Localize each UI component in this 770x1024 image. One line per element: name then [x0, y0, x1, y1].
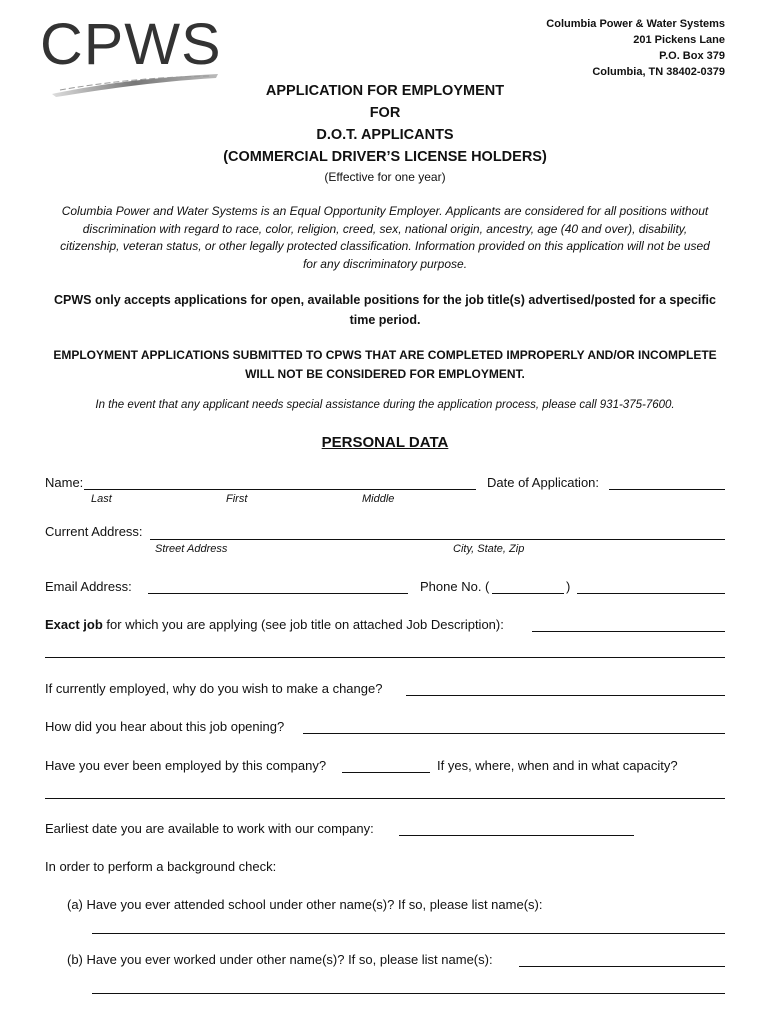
- email-address-label: Email Address:: [45, 579, 132, 594]
- email-address-field[interactable]: [148, 593, 408, 594]
- name-field[interactable]: [84, 489, 476, 490]
- street-address-caption: Street Address: [155, 543, 228, 555]
- phone-area-code-field[interactable]: [492, 593, 564, 594]
- job-source-label: How did you hear about this job opening?: [45, 719, 285, 734]
- other-work-names-field-line-2[interactable]: [92, 993, 725, 994]
- assistance-note: In the event that any applicant needs special assistance during the application process, please call 931-375-7600.: [95, 399, 675, 411]
- if-yes-label: If yes, where, when and in what capacity?: [437, 758, 678, 773]
- phone-label: Phone No. (: [420, 579, 490, 594]
- exact-job-field[interactable]: [532, 631, 725, 632]
- change-reason-field[interactable]: [406, 695, 725, 696]
- change-reason-label: If currently employed, why do you wish to make a change?: [45, 681, 383, 696]
- current-address-field[interactable]: [150, 539, 725, 540]
- city-state-zip-caption: City, State, Zip: [453, 543, 525, 555]
- job-source-field[interactable]: [303, 733, 725, 734]
- name-middle-caption: Middle: [362, 493, 395, 505]
- address-line: Columbia, TN 38402-0379: [592, 66, 725, 78]
- address-line: Columbia Power & Water Systems: [546, 18, 725, 30]
- title-line: D.O.T. APPLICANTS: [316, 127, 454, 143]
- exact-job-bold: Exact job: [45, 617, 103, 632]
- company-address: [546, 16, 725, 80]
- effective-note: (Effective for one year): [324, 170, 446, 184]
- previously-employed-field[interactable]: [342, 772, 430, 773]
- logo-text: CPWS: [40, 12, 222, 77]
- address-line: 201 Pickens Lane: [633, 34, 725, 46]
- open-positions-notice: CPWS only accepts applications for open, available positions for the job title(s) advertised/posted for a specific time period.: [54, 293, 716, 327]
- other-school-names-field[interactable]: [92, 933, 725, 934]
- personal-data-heading: PERSONAL DATA: [321, 434, 449, 451]
- exact-job-label: [45, 617, 504, 632]
- name-label: Name:: [45, 475, 84, 490]
- name-last-caption: Last: [91, 493, 112, 505]
- document-title: [0, 80, 770, 168]
- address-line: P.O. Box 379: [659, 50, 725, 62]
- earliest-date-field[interactable]: [399, 835, 634, 836]
- other-work-names-field[interactable]: [519, 966, 725, 967]
- title-line: APPLICATION FOR EMPLOYMENT: [265, 83, 505, 99]
- other-school-names-label: (a) Have you ever attended school under other name(s)? If so, please list name(s):: [67, 897, 543, 912]
- date-of-application-field[interactable]: [609, 489, 725, 490]
- earliest-date-label: Earliest date you are available to work with our company:: [45, 821, 374, 836]
- exact-job-text: for which you are applying (see job title on attached Job Description):: [102, 617, 504, 632]
- if-yes-field[interactable]: [45, 798, 725, 799]
- eeo-statement: Columbia Power and Water Systems is an Equal Opportunity Employer. Applicants are considered for all positions without discrimination with regard to race, color, religion, creed, sex, national origin, ancestry, age (40 and over), disability, citizenship, veteran status, or other legally protected classification. Information provided on this application will not be used for any discriminatory purpose.: [60, 204, 710, 271]
- previously-employed-label: Have you ever been employed by this company?: [45, 758, 327, 773]
- background-check-label: In order to perform a background check:: [45, 859, 277, 874]
- incomplete-applications-notice: EMPLOYMENT APPLICATIONS SUBMITTED TO CPWS THAT ARE COMPLETED IMPROPERLY AND/OR INCOMPLETE WILL NOT BE CONSIDERED FOR EMPLOYMENT.: [53, 348, 717, 381]
- other-work-names-label: (b) Have you ever worked under other name(s)? If so, please list name(s):: [67, 952, 493, 967]
- phone-number-field[interactable]: [577, 593, 725, 594]
- current-address-label: Current Address:: [45, 524, 143, 539]
- date-of-application-label: Date of Application:: [487, 475, 600, 490]
- title-line: FOR: [369, 105, 401, 121]
- title-line: (COMMERCIAL DRIVER’S LICENSE HOLDERS): [223, 149, 547, 165]
- phone-close-paren: ): [566, 579, 571, 594]
- name-first-caption: First: [226, 493, 248, 505]
- exact-job-field-line-2[interactable]: [45, 657, 725, 658]
